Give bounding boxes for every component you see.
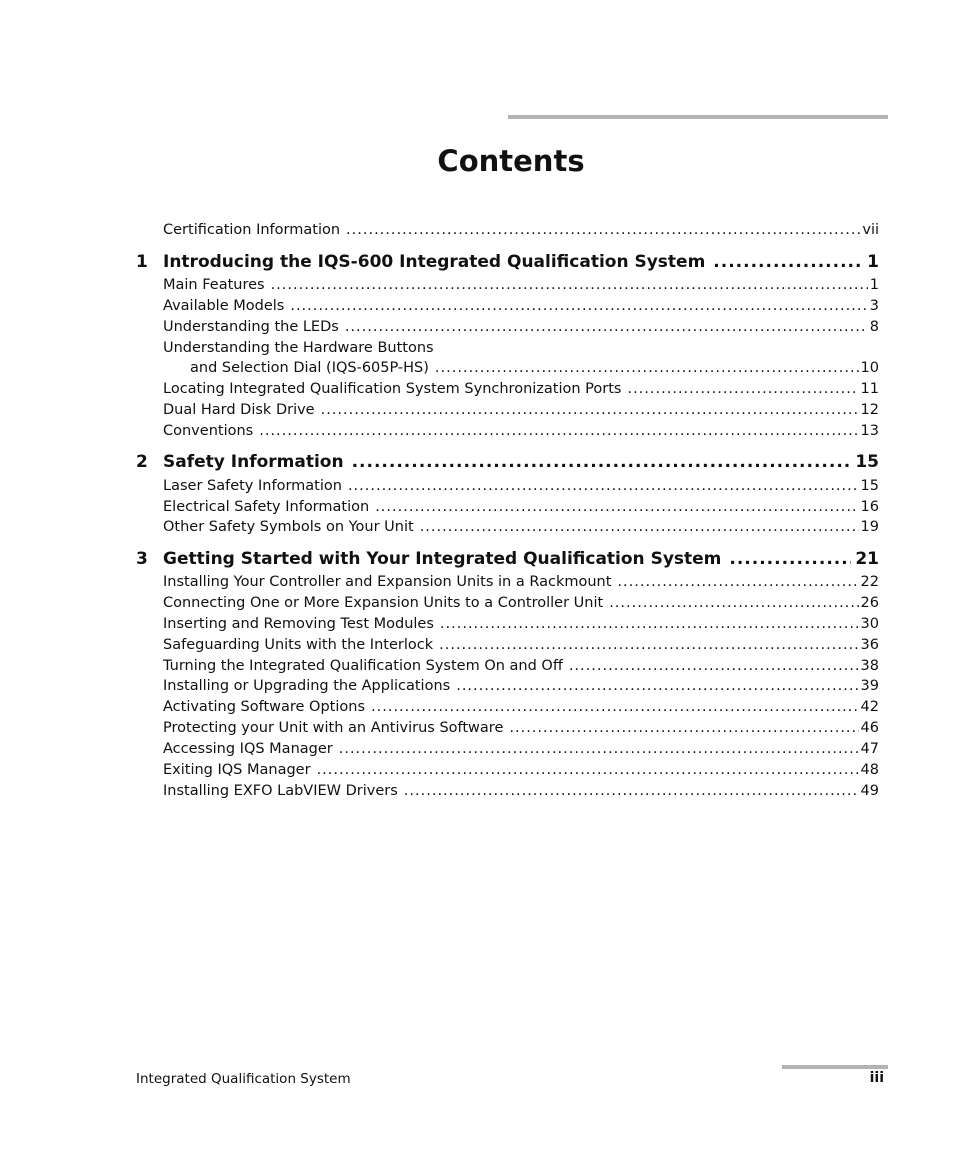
toc-entry[interactable] <box>163 739 879 759</box>
toc-entry-label: Understanding the Hardware Buttons <box>163 340 434 356</box>
toc-entry[interactable] <box>163 676 879 696</box>
toc-entry-label: Conventions <box>163 423 254 439</box>
toc-entry-label: Available Models <box>163 298 285 314</box>
toc-entry-page: vii <box>862 222 879 238</box>
toc-entry[interactable] <box>163 760 879 780</box>
toc-entry-page: 11 <box>860 381 879 397</box>
dot-leader <box>404 781 859 801</box>
dot-leader <box>617 572 858 592</box>
toc-entry[interactable] <box>163 421 879 441</box>
toc-entry-page: 15 <box>860 478 879 494</box>
toc-entry-label: Turning the Integrated Qualification System On and Off <box>163 658 563 674</box>
toc-entry-page: 22 <box>860 574 879 590</box>
toc-entry[interactable] <box>163 400 879 420</box>
toc-entry[interactable] <box>163 656 879 676</box>
toc-entry[interactable] <box>163 379 879 399</box>
toc-entry[interactable] <box>163 718 879 738</box>
toc-entry-label: Exiting IQS Manager <box>163 762 311 778</box>
toc-entry[interactable] <box>163 635 879 655</box>
toc-entry-page: 48 <box>860 762 879 778</box>
toc-entry[interactable] <box>163 338 879 358</box>
dot-leader <box>346 220 860 240</box>
dot-leader <box>348 476 859 496</box>
chapter-page: 21 <box>855 549 879 569</box>
toc-entry-page: 12 <box>860 402 879 418</box>
toc-entry[interactable] <box>163 275 879 295</box>
toc-entry[interactable] <box>163 781 879 801</box>
footer-rule <box>782 1065 888 1069</box>
toc-entry-label: Safeguarding Units with the Interlock <box>163 637 434 653</box>
toc-entry-page: 3 <box>869 298 879 314</box>
toc-entry-label: and Selection Dial (IQS-605P-HS) <box>190 360 429 376</box>
toc-entry-label: Laser Safety Information <box>163 478 342 494</box>
chapter-title: Introducing the IQS-600 Integrated Qualification System <box>163 252 706 272</box>
toc-entry-certification[interactable] <box>163 220 879 240</box>
dot-leader <box>317 760 859 780</box>
dot-leader <box>339 739 859 759</box>
toc-entry-label: Activating Software Options <box>163 699 366 715</box>
toc-entry[interactable] <box>163 476 879 496</box>
toc-entry-continuation[interactable] <box>190 358 879 378</box>
chapter-page: 15 <box>855 452 879 472</box>
toc-entry-label: Inserting and Removing Test Modules <box>163 616 434 632</box>
chapter-number: 3 <box>136 549 148 569</box>
dot-leader <box>456 676 858 696</box>
toc-entry-page: 26 <box>860 595 879 611</box>
toc-entry-label: Locating Integrated Qualification System Synchronization Ports <box>163 381 622 397</box>
chapter-title: Safety Information <box>163 452 344 472</box>
toc-entry-label: Dual Hard Disk Drive <box>163 402 315 418</box>
chapter-number: 1 <box>136 252 148 272</box>
toc-entry[interactable] <box>163 614 879 634</box>
toc-entry-label: Certification Information <box>163 222 341 238</box>
toc-entry-label: Connecting One or More Expansion Units to a Controller Unit <box>163 595 604 611</box>
toc-entry[interactable] <box>163 497 879 517</box>
dot-leader <box>420 517 859 537</box>
dot-leader <box>440 614 859 634</box>
toc-entry-page: 46 <box>860 720 879 736</box>
toc-entry-page: 49 <box>860 783 879 799</box>
toc-entry-page: 16 <box>860 499 879 515</box>
toc-entry-label: Accessing IQS Manager <box>163 741 333 757</box>
chapter-title: Getting Started with Your Integrated Qualification System <box>163 549 722 569</box>
toc-entry[interactable] <box>163 296 879 316</box>
toc-chapter-3[interactable] <box>136 547 879 571</box>
toc-entry-page: 10 <box>860 360 879 376</box>
toc-entry-label: Electrical Safety Information <box>163 499 370 515</box>
chapter-page: 1 <box>867 252 879 272</box>
toc-entry-label: Other Safety Symbols on Your Unit <box>163 519 414 535</box>
dot-leader <box>290 296 867 316</box>
toc-entry-page: 19 <box>860 519 879 535</box>
dot-leader <box>509 718 858 738</box>
toc-entry-label: Installing or Upgrading the Applications <box>163 678 451 694</box>
footer-page-number: iii <box>869 1070 884 1086</box>
dot-leader <box>271 275 868 295</box>
dot-leader <box>352 450 852 474</box>
dot-leader <box>569 656 859 676</box>
toc-entry-page: 13 <box>860 423 879 439</box>
toc-entry-label: Installing EXFO LabVIEW Drivers <box>163 783 398 799</box>
toc-entry-page: 36 <box>860 637 879 653</box>
toc-entry-page: 1 <box>869 277 879 293</box>
dot-leader <box>713 250 863 274</box>
dot-leader <box>371 697 859 717</box>
dot-leader <box>729 547 851 571</box>
dot-leader <box>609 593 858 613</box>
dot-leader <box>439 635 858 655</box>
dot-leader <box>375 497 858 517</box>
toc-chapter-1[interactable] <box>136 250 879 274</box>
chapter-number: 2 <box>136 452 148 472</box>
footer-document-name: Integrated Qualification System <box>136 1071 351 1087</box>
toc-entry-label: Understanding the LEDs <box>163 319 339 335</box>
toc-entry-page: 8 <box>869 319 879 335</box>
dot-leader <box>345 317 868 337</box>
toc-entry-page: 42 <box>860 699 879 715</box>
dot-leader <box>627 379 858 399</box>
dot-leader <box>321 400 859 420</box>
page-title: Contents <box>437 144 585 178</box>
toc-chapter-2[interactable] <box>136 450 879 474</box>
dot-leader <box>435 358 859 378</box>
toc-entry[interactable] <box>163 697 879 717</box>
toc-entry-page: 39 <box>860 678 879 694</box>
toc-entry-label: Protecting your Unit with an Antivirus Software <box>163 720 504 736</box>
toc-entry-label: Installing Your Controller and Expansion Units in a Rackmount <box>163 574 612 590</box>
toc-entry[interactable] <box>163 317 879 337</box>
toc-entry[interactable] <box>163 572 879 592</box>
toc-entry[interactable] <box>163 593 879 613</box>
dot-leader <box>259 421 858 441</box>
toc-entry[interactable] <box>163 517 879 537</box>
toc-entry-page: 47 <box>860 741 879 757</box>
toc-entry-page: 30 <box>860 616 879 632</box>
toc-entry-label: Main Features <box>163 277 265 293</box>
toc-entry-page: 38 <box>860 658 879 674</box>
